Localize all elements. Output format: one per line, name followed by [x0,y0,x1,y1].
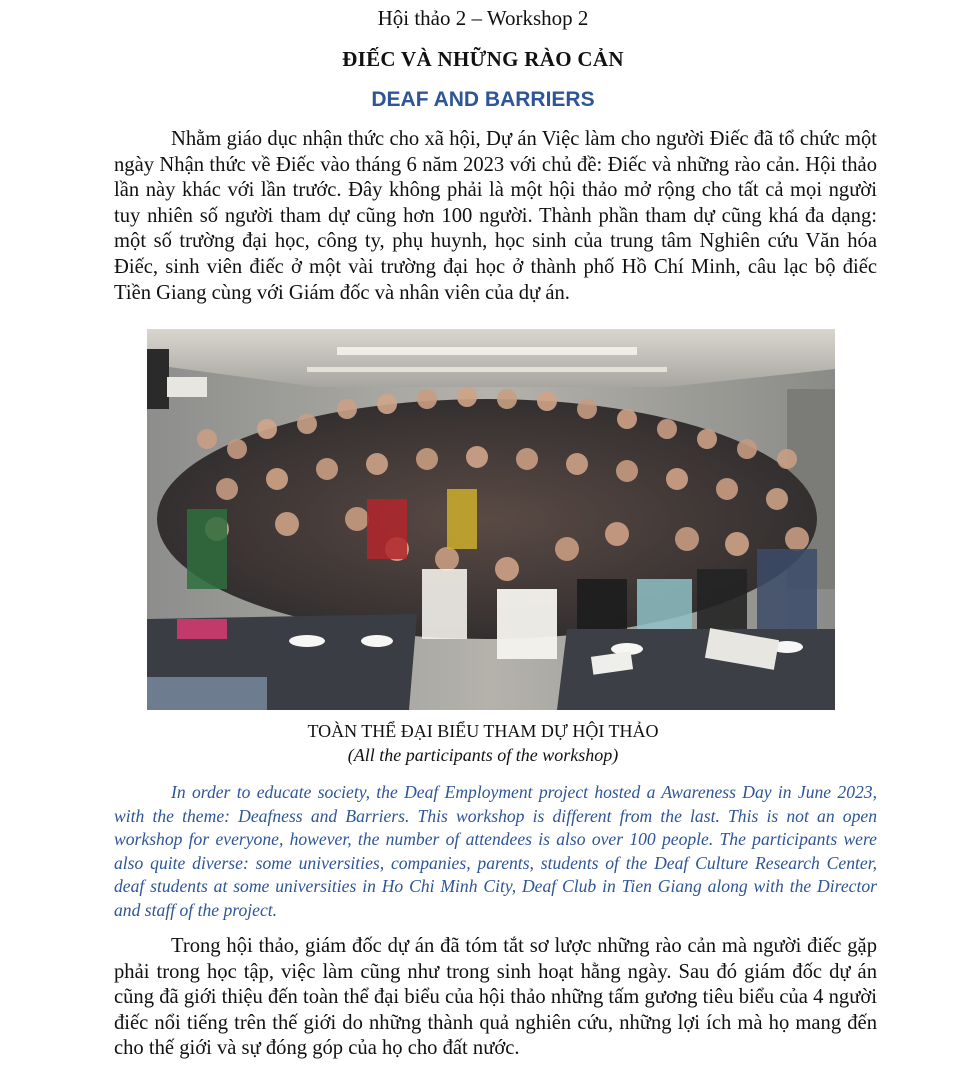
summary-paragraph-vietnamese: Trong hội thảo, giám đốc dự án đã tóm tắt sơ lược những rào cản mà người điếc gặp phải trong học tập, việc làm cũng như trong sinh hoạt hằng ngày. Sau đó giám đốc dự án cũng đã giới thiệu đến toàn thể đại biểu của hội thảo những tấm gương tiêu biểu của 4 người điếc nổi tiếng trên thế giới do những thành quả nghiên cứu, những lợi ích mà họ mang đến cho thế giới và sự đóng góp của họ cho đất nước. [114,935,877,1060]
intro-paragraph-vietnamese: Nhằm giáo dục nhận thức cho xã hội, Dự án Việc làm cho người Điếc đã tổ chức một ngày Nhận thức về Điếc vào tháng 6 năm 2023 với chủ đề: Điếc và những rào cản. Hội thảo lần này khác với lần trước. Đây không phải là một hội thảo mở rộng cho tất cả mọi người tuy nhiên số người tham dự cũng hơn 100 người. Thành phần tham dự cũng khá đa dạng: một số trường đại học, công ty, phụ huynh, học sinh của trung tâm Nghiên cứu Văn hóa Điếc, sinh viên điếc ở một vài trường đại học ở thành phố Hồ Chí Minh, câu lạc bộ điếc Tiền Giang cùng với Giám đốc và nhân viên của dự án. [114,128,877,304]
page-title-english: DEAF AND BARRIERS [371,88,595,111]
group-photo [147,329,835,710]
page-title-vietnamese: ĐIẾC VÀ NHỮNG RÀO CẢN [342,47,624,71]
photo-caption-english: (All the participants of the workshop) [347,745,619,765]
workshop-label: Hội thảo 2 – Workshop 2 [377,6,589,30]
intro-paragraph-english: In order to educate society, the Deaf Employment project hosted a Awareness Day in June 2023, with the theme: Deafness and Barriers. This workshop is different from the last. This is not an open workshop for everyone, however, the number of attendees is also over 100 people. The participants were also quite diverse: some universities, companies, parents, students of the Deaf Culture Research Center, deaf students at some universities in Ho Chi Minh City, Deaf Club in Tien Giang along with the Director and staff of the project. [114,782,877,920]
photo-caption: TOÀN THỂ ĐẠI BIỂU THAM DỰ HỘI THẢO [307,721,659,741]
